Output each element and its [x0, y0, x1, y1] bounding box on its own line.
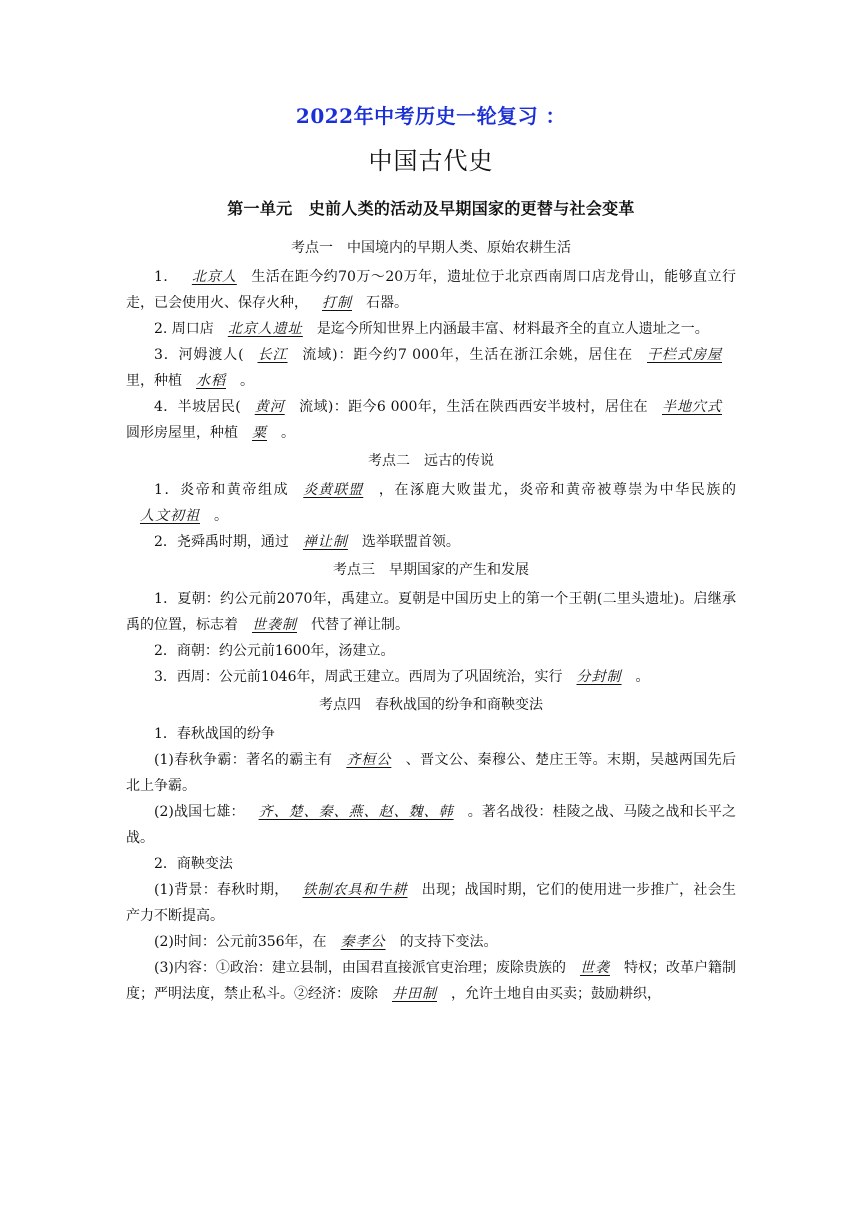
text: 3．河姆渡人( — [154, 347, 244, 363]
paragraph — [126, 747, 736, 799]
paragraph — [126, 877, 736, 929]
text: 3．西周：公元前1046年，周武王建立。西周为了巩固统治，实行 — [154, 669, 563, 685]
paragraph — [126, 929, 736, 955]
section-heading-2: 考点二 远古的传说 — [368, 453, 494, 469]
paragraph — [126, 586, 736, 638]
answer-blank: 铁制农具和牛耕 — [302, 882, 408, 898]
answer-blank: 人文初祖 — [140, 508, 200, 524]
text: 代替了禅让制。 — [311, 617, 409, 633]
paragraph — [126, 477, 736, 529]
text: 圆形房屋里，种植 — [126, 425, 238, 441]
paragraph — [126, 342, 736, 394]
document-subtitle: 中国古代史 — [368, 147, 494, 175]
answer-blank: 粟 — [252, 425, 267, 441]
text: ，在涿鹿大败蚩尤，炎帝和黄帝被尊崇为中华民族的 — [377, 482, 736, 498]
text: 1．春秋战国的纷争 — [154, 726, 275, 742]
text: 里，种植 — [126, 373, 182, 389]
answer-blank: 北京人遗址 — [227, 321, 303, 337]
answer-blank: 打制 — [322, 295, 352, 311]
answer-blank: 干栏式房屋 — [647, 347, 722, 363]
text: (1)春秋争霸：著名的霸主有 — [154, 752, 333, 768]
text: 选举联盟首领。 — [361, 534, 460, 550]
answer-blank: 齐桓公 — [346, 752, 392, 768]
paragraph — [126, 638, 736, 664]
document-content — [126, 100, 736, 1007]
text: 的支持下变法。 — [399, 934, 498, 950]
text: 、晋文公、秦穆公、楚庄王等。末期，吴越两国先后北上争霸。 — [126, 752, 736, 794]
answer-blank: 长江 — [257, 347, 288, 363]
paragraph — [126, 264, 736, 316]
answer-blank: 黄河 — [254, 399, 285, 415]
answer-blank: 北京人 — [191, 269, 237, 285]
answer-blank: 世袭制 — [252, 617, 297, 633]
section-heading-3: 考点三 早期国家的产生和发展 — [333, 562, 529, 578]
text: 石器。 — [366, 295, 408, 311]
unit-heading: 第一单元 史前人类的活动及早期国家的更替与社会变革 — [227, 199, 635, 218]
document-title: 2022年中考历史一轮复习 ： — [295, 104, 567, 128]
paragraph — [126, 851, 736, 877]
text: (2)时间：公元前356年，在 — [154, 934, 327, 950]
text: 。 — [635, 669, 650, 685]
answer-blank: 世袭 — [579, 960, 610, 976]
text: 1．炎帝和黄帝组成 — [154, 482, 290, 498]
text: (2)战国七雄： — [154, 804, 245, 820]
answer-blank: 分封制 — [576, 669, 622, 685]
section-heading-1: 考点一 中国境内的早期人类、原始农耕生活 — [291, 240, 571, 256]
answer-blank: 水稻 — [196, 373, 226, 389]
section-heading-4: 考点四 春秋战国的纷争和商鞅变法 — [319, 697, 543, 713]
answer-blank: 齐、楚、秦、燕、赵、魏、韩 — [258, 804, 454, 820]
answer-blank: 井田制 — [392, 986, 437, 1002]
paragraph — [126, 394, 736, 446]
text: 特权；改革户籍制度；严明法度，禁止私斗。②经济：废除 — [126, 960, 736, 1002]
text: 2．商朝：约公元前1600年，汤建立。 — [154, 643, 395, 659]
text: 。 — [214, 508, 228, 524]
text: 2．尧舜禹时期，通过 — [154, 534, 289, 550]
paragraph — [126, 529, 736, 555]
answer-blank: 禅让制 — [302, 534, 348, 550]
text: 2. 周口店 — [154, 321, 214, 337]
paragraph — [126, 721, 736, 747]
paragraph — [126, 955, 736, 1007]
answer-blank: 半地穴式 — [662, 399, 722, 415]
answer-blank: 炎黄联盟 — [303, 482, 364, 498]
text: 生活在距今约70万～20万年，遗址位于北京西南周口店龙骨山，能够直立行走，已会使用火、保存火种， — [126, 269, 736, 311]
paragraph — [126, 799, 736, 851]
text: 是迄今所知世界上内涵最丰富、材料最齐全的直立人遗址之一。 — [316, 321, 709, 337]
text: 2．商鞅变法 — [154, 856, 233, 872]
text: 出现；战国时期，它们的使用进一步推广，社会生产力不断提高。 — [126, 882, 736, 924]
paragraph — [126, 316, 736, 342]
answer-blank: 秦孝公 — [340, 934, 386, 950]
paragraph — [126, 664, 736, 690]
text: ，允许土地自由买卖；鼓励耕织， — [451, 986, 661, 1002]
text: 。 — [240, 373, 254, 389]
text: 4．半坡居民( — [154, 399, 241, 415]
text: 。 — [281, 425, 295, 441]
text: 1． — [154, 269, 178, 285]
text: (1)背景：春秋时期， — [154, 882, 289, 898]
text: 流域)：距今6 000年，生活在陕西西安半坡村，居住在 — [298, 399, 648, 415]
text: 1．夏朝：约公元前2070年，禹建立。夏朝是中国历史上的第一个王朝(二里头遗址)。启继承禹的位置，标志着 — [126, 591, 736, 633]
text: (3)内容：①政治：建立县制，由国君直接派官吏治理；废除贵族的 — [154, 960, 566, 976]
text: 。著名战役：桂陵之战、马陵之战和长平之战。 — [126, 804, 736, 846]
text: 流域)：距今约7 000年，生活在浙江余姚，居住在 — [301, 347, 633, 363]
